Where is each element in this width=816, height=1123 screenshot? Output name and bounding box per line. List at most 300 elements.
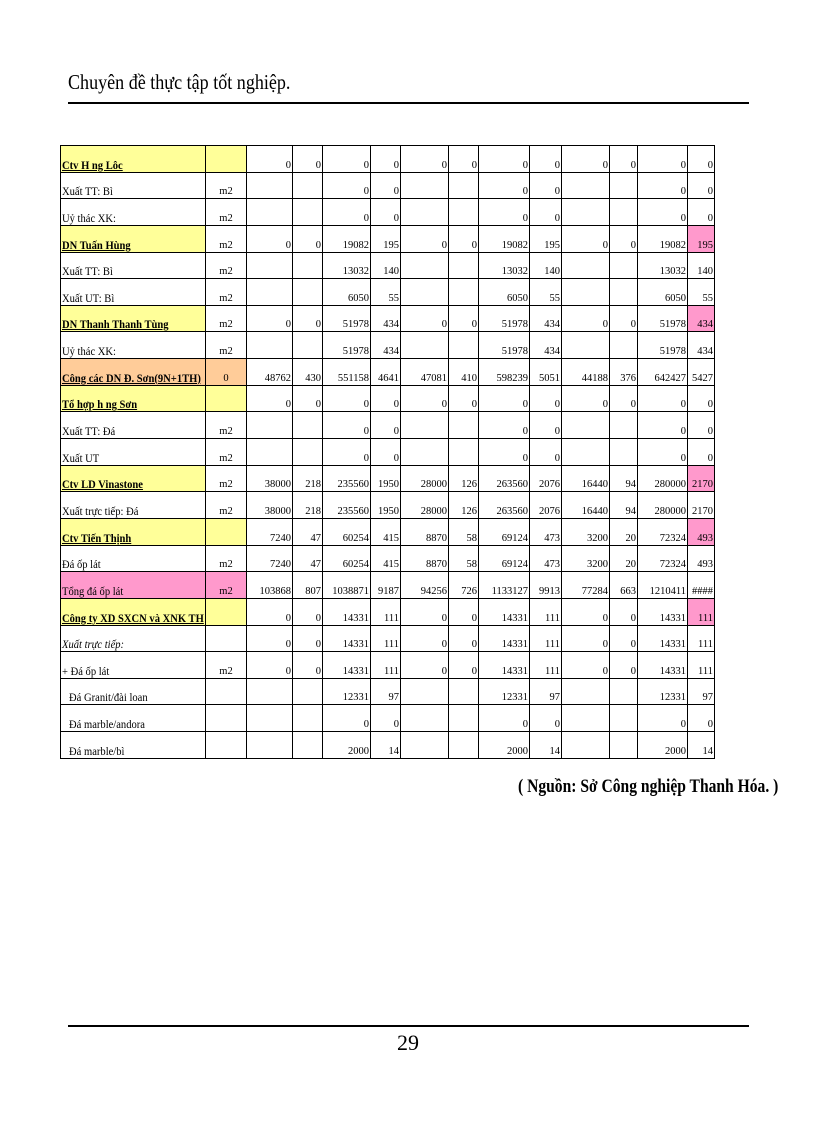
value-cell: 0 — [401, 625, 449, 652]
value-cell: 0 — [293, 598, 323, 625]
value-cell — [449, 172, 479, 199]
value-cell — [401, 732, 449, 759]
value-cell: 0 — [247, 598, 293, 625]
value-cell: 111 — [530, 598, 562, 625]
value-cell: 0 — [323, 412, 371, 439]
value-cell: 642427 — [638, 359, 688, 386]
value-cell: 0 — [530, 705, 562, 732]
value-cell: 12331 — [638, 678, 688, 705]
table-row — [61, 545, 715, 572]
unit-cell: m2 — [206, 252, 247, 279]
value-cell: 663 — [610, 572, 638, 599]
table-row — [61, 705, 715, 732]
value-cell: 235560 — [323, 492, 371, 519]
table-row — [61, 678, 715, 705]
value-cell: 434 — [688, 332, 715, 359]
value-cell: 376 — [610, 359, 638, 386]
value-cell: 55 — [371, 279, 401, 306]
row-label: Đá Granit/đài loan — [61, 678, 206, 705]
row-label: Ctv Tiến Thịnh — [61, 518, 206, 545]
value-cell: 111 — [688, 598, 715, 625]
value-cell: 0 — [449, 598, 479, 625]
value-cell — [247, 332, 293, 359]
value-cell: 0 — [247, 652, 293, 679]
unit-cell — [206, 518, 247, 545]
value-cell: 0 — [247, 305, 293, 332]
row-label: Uỷ thác XK: — [61, 199, 206, 226]
value-cell: 16440 — [562, 465, 610, 492]
value-cell — [610, 199, 638, 226]
value-cell — [610, 332, 638, 359]
value-cell: 20 — [610, 518, 638, 545]
unit-cell: m2 — [206, 305, 247, 332]
row-label: Ctv H ng Lôc — [61, 146, 206, 173]
value-cell: 218 — [293, 465, 323, 492]
value-cell: 94256 — [401, 572, 449, 599]
value-cell: 103868 — [247, 572, 293, 599]
value-cell: 434 — [371, 305, 401, 332]
value-cell: 0 — [449, 652, 479, 679]
value-cell: 6050 — [638, 279, 688, 306]
value-cell: 0 — [610, 598, 638, 625]
value-cell — [401, 199, 449, 226]
value-cell: 0 — [401, 652, 449, 679]
value-cell: 0 — [638, 412, 688, 439]
value-cell: 0 — [688, 705, 715, 732]
value-cell — [562, 332, 610, 359]
value-cell — [562, 279, 610, 306]
value-cell: 12331 — [479, 678, 530, 705]
value-cell: 195 — [688, 225, 715, 252]
value-cell: 58 — [449, 545, 479, 572]
value-cell: 111 — [688, 652, 715, 679]
value-cell: 3200 — [562, 545, 610, 572]
table-row — [61, 492, 715, 519]
value-cell: 0 — [479, 705, 530, 732]
value-cell: 13032 — [638, 252, 688, 279]
value-cell: 140 — [688, 252, 715, 279]
value-cell: 0 — [449, 146, 479, 173]
value-cell — [293, 172, 323, 199]
header-rule — [68, 102, 749, 104]
value-cell — [401, 439, 449, 466]
value-cell: 2076 — [530, 492, 562, 519]
value-cell: 7240 — [247, 545, 293, 572]
value-cell: 14331 — [479, 625, 530, 652]
value-cell: 2170 — [688, 492, 715, 519]
value-cell — [562, 252, 610, 279]
value-cell — [293, 199, 323, 226]
row-label: Đá marble/andora — [61, 705, 206, 732]
value-cell: 0 — [688, 412, 715, 439]
value-cell: 0 — [449, 305, 479, 332]
value-cell: 0 — [638, 385, 688, 412]
value-cell — [247, 439, 293, 466]
value-cell: 0 — [371, 172, 401, 199]
value-cell: 263560 — [479, 465, 530, 492]
table-row — [61, 465, 715, 492]
value-cell: 111 — [371, 598, 401, 625]
value-cell: 0 — [401, 598, 449, 625]
value-cell: 44188 — [562, 359, 610, 386]
value-cell: 1133127 — [479, 572, 530, 599]
table-row — [61, 625, 715, 652]
value-cell: 28000 — [401, 492, 449, 519]
value-cell: 0 — [530, 439, 562, 466]
value-cell: 0 — [610, 146, 638, 173]
table-row — [61, 572, 715, 599]
value-cell: 14331 — [323, 625, 371, 652]
value-cell: 0 — [562, 598, 610, 625]
value-cell: 0 — [610, 625, 638, 652]
value-cell: 2000 — [323, 732, 371, 759]
value-cell — [293, 412, 323, 439]
value-cell: 0 — [688, 146, 715, 173]
row-label: Đá marble/bì — [61, 732, 206, 759]
value-cell — [293, 332, 323, 359]
value-cell: 94 — [610, 465, 638, 492]
unit-cell: m2 — [206, 279, 247, 306]
row-label: Xuất trực tiếp: Đá — [61, 492, 206, 519]
value-cell: 263560 — [479, 492, 530, 519]
value-cell: 0 — [562, 385, 610, 412]
row-label: Tổ hợp h ng Sơn — [61, 385, 206, 412]
row-label: DN Thanh Thanh Tùng — [61, 305, 206, 332]
value-cell: 0 — [293, 652, 323, 679]
value-cell: 0 — [638, 146, 688, 173]
value-cell — [562, 172, 610, 199]
value-cell: 434 — [530, 332, 562, 359]
value-cell: 0 — [530, 146, 562, 173]
value-cell: 0 — [371, 705, 401, 732]
unit-cell: m2 — [206, 545, 247, 572]
value-cell: 0 — [479, 146, 530, 173]
value-cell: 0 — [323, 705, 371, 732]
value-cell: 0 — [293, 305, 323, 332]
value-cell: 195 — [371, 225, 401, 252]
value-cell: 2170 — [688, 465, 715, 492]
value-cell — [610, 172, 638, 199]
row-label: + Đá ốp lát — [61, 652, 206, 679]
unit-cell — [206, 705, 247, 732]
table-row — [61, 385, 715, 412]
value-cell: 19082 — [323, 225, 371, 252]
value-cell: 430 — [293, 359, 323, 386]
unit-cell — [206, 732, 247, 759]
value-cell: 1210411 — [638, 572, 688, 599]
value-cell — [562, 199, 610, 226]
value-cell — [449, 279, 479, 306]
value-cell: 111 — [371, 625, 401, 652]
value-cell: 473 — [530, 545, 562, 572]
table-row — [61, 652, 715, 679]
value-cell: 0 — [371, 146, 401, 173]
value-cell: 0 — [562, 625, 610, 652]
row-label: Xuất TT: Bì — [61, 252, 206, 279]
export-table — [60, 145, 715, 759]
value-cell: 20 — [610, 545, 638, 572]
value-cell: 60254 — [323, 518, 371, 545]
value-cell — [562, 439, 610, 466]
value-cell: 1950 — [371, 492, 401, 519]
row-label: DN Tuấn Hùng — [61, 225, 206, 252]
value-cell: 0 — [479, 172, 530, 199]
table-row — [61, 332, 715, 359]
value-cell: 0 — [323, 199, 371, 226]
value-cell: 0 — [688, 172, 715, 199]
value-cell: 0 — [371, 199, 401, 226]
value-cell: 0 — [247, 225, 293, 252]
value-cell — [247, 412, 293, 439]
value-cell: 14 — [530, 732, 562, 759]
value-cell: 97 — [530, 678, 562, 705]
value-cell: 77284 — [562, 572, 610, 599]
value-cell — [562, 678, 610, 705]
value-cell: 0 — [293, 225, 323, 252]
value-cell — [293, 678, 323, 705]
value-cell: 13032 — [479, 252, 530, 279]
value-cell — [293, 279, 323, 306]
value-cell: 14 — [688, 732, 715, 759]
value-cell: 111 — [688, 625, 715, 652]
value-cell — [449, 332, 479, 359]
value-cell: 2000 — [638, 732, 688, 759]
unit-cell — [206, 385, 247, 412]
value-cell — [610, 439, 638, 466]
value-cell: 218 — [293, 492, 323, 519]
value-cell: 0 — [401, 225, 449, 252]
value-cell — [401, 678, 449, 705]
value-cell: 47 — [293, 545, 323, 572]
row-label: Công các DN Đ. Sơn(9N+1TH) — [61, 359, 206, 386]
value-cell: 0 — [688, 385, 715, 412]
value-cell: 14 — [371, 732, 401, 759]
row-label: Xuất TT: Bì — [61, 172, 206, 199]
value-cell: 48762 — [247, 359, 293, 386]
row-label: Xuất UT: Bì — [61, 279, 206, 306]
table-row — [61, 518, 715, 545]
value-cell: 598239 — [479, 359, 530, 386]
value-cell: 47 — [293, 518, 323, 545]
unit-cell: m2 — [206, 225, 247, 252]
value-cell — [449, 199, 479, 226]
table-row — [61, 598, 715, 625]
value-cell: 0 — [638, 439, 688, 466]
value-cell: 51978 — [638, 332, 688, 359]
value-cell — [562, 705, 610, 732]
unit-cell — [206, 598, 247, 625]
value-cell: 38000 — [247, 492, 293, 519]
value-cell: 4641 — [371, 359, 401, 386]
unit-cell: m2 — [206, 172, 247, 199]
value-cell: 55 — [530, 279, 562, 306]
value-cell: 0 — [323, 172, 371, 199]
value-cell: 19082 — [479, 225, 530, 252]
value-cell — [449, 412, 479, 439]
value-cell: 28000 — [401, 465, 449, 492]
value-cell: 0 — [247, 385, 293, 412]
value-cell: 51978 — [323, 332, 371, 359]
value-cell: 6050 — [323, 279, 371, 306]
value-cell: 0 — [247, 146, 293, 173]
value-cell: #### — [688, 572, 715, 599]
row-label: Ctv LD Vinastone — [61, 465, 206, 492]
table-row — [61, 412, 715, 439]
value-cell: 0 — [449, 385, 479, 412]
value-cell: 0 — [610, 385, 638, 412]
value-cell: 51978 — [638, 305, 688, 332]
value-cell — [449, 705, 479, 732]
value-cell — [247, 732, 293, 759]
value-cell: 807 — [293, 572, 323, 599]
table-row — [61, 172, 715, 199]
value-cell: 19082 — [638, 225, 688, 252]
value-cell: 3200 — [562, 518, 610, 545]
unit-cell: m2 — [206, 492, 247, 519]
value-cell: 726 — [449, 572, 479, 599]
value-cell: 16440 — [562, 492, 610, 519]
value-cell: 5051 — [530, 359, 562, 386]
value-cell: 51978 — [479, 332, 530, 359]
value-cell: 0 — [401, 385, 449, 412]
value-cell: 0 — [293, 146, 323, 173]
value-cell: 410 — [449, 359, 479, 386]
value-cell — [401, 412, 449, 439]
value-cell: 0 — [638, 199, 688, 226]
value-cell — [401, 705, 449, 732]
unit-cell: m2 — [206, 465, 247, 492]
value-cell: 9913 — [530, 572, 562, 599]
value-cell: 0 — [562, 652, 610, 679]
value-cell: 473 — [530, 518, 562, 545]
value-cell: 14331 — [638, 598, 688, 625]
value-cell: 6050 — [479, 279, 530, 306]
value-cell — [562, 732, 610, 759]
value-cell: 0 — [638, 172, 688, 199]
value-cell: 415 — [371, 518, 401, 545]
value-cell: 0 — [323, 385, 371, 412]
value-cell: 126 — [449, 465, 479, 492]
table-row — [61, 225, 715, 252]
value-cell: 69124 — [479, 518, 530, 545]
value-cell: 0 — [293, 385, 323, 412]
value-cell: 14331 — [638, 625, 688, 652]
value-cell: 0 — [449, 625, 479, 652]
value-cell: 60254 — [323, 545, 371, 572]
value-cell — [401, 252, 449, 279]
value-cell: 14331 — [323, 598, 371, 625]
value-cell: 58 — [449, 518, 479, 545]
value-cell — [610, 279, 638, 306]
value-cell: 0 — [688, 199, 715, 226]
value-cell: 0 — [247, 625, 293, 652]
value-cell: 111 — [530, 625, 562, 652]
value-cell — [293, 252, 323, 279]
unit-cell: 0 — [206, 359, 247, 386]
value-cell — [293, 732, 323, 759]
value-cell: 0 — [530, 385, 562, 412]
value-cell: 493 — [688, 518, 715, 545]
value-cell — [401, 279, 449, 306]
value-cell: 69124 — [479, 545, 530, 572]
value-cell: 195 — [530, 225, 562, 252]
value-cell: 51978 — [323, 305, 371, 332]
value-cell: 0 — [610, 652, 638, 679]
unit-cell: m2 — [206, 652, 247, 679]
value-cell — [293, 705, 323, 732]
value-cell: 1038871 — [323, 572, 371, 599]
table-row — [61, 146, 715, 173]
value-cell: 72324 — [638, 545, 688, 572]
value-cell — [610, 732, 638, 759]
row-label: Tổng đá ốp lát — [61, 572, 206, 599]
value-cell: 7240 — [247, 518, 293, 545]
value-cell: 2076 — [530, 465, 562, 492]
value-cell: 13032 — [323, 252, 371, 279]
row-label: Xuất UT — [61, 439, 206, 466]
value-cell: 280000 — [638, 492, 688, 519]
unit-cell: m2 — [206, 199, 247, 226]
value-cell — [449, 252, 479, 279]
value-cell — [610, 705, 638, 732]
value-cell: 0 — [293, 625, 323, 652]
value-cell: 0 — [371, 439, 401, 466]
value-cell: 51978 — [479, 305, 530, 332]
value-cell: 0 — [562, 305, 610, 332]
value-cell: 0 — [479, 385, 530, 412]
value-cell: 415 — [371, 545, 401, 572]
value-cell: 0 — [323, 439, 371, 466]
value-cell: 14331 — [479, 598, 530, 625]
value-cell: 434 — [371, 332, 401, 359]
unit-cell — [206, 678, 247, 705]
row-label: Xuất trực tiếp: — [61, 625, 206, 652]
value-cell: 140 — [371, 252, 401, 279]
row-label: Công ty XD SXCN và XNK TH — [61, 598, 206, 625]
value-cell — [247, 705, 293, 732]
value-cell — [610, 412, 638, 439]
value-cell: 97 — [371, 678, 401, 705]
value-cell — [610, 252, 638, 279]
value-cell: 1950 — [371, 465, 401, 492]
value-cell: 551158 — [323, 359, 371, 386]
table-row — [61, 732, 715, 759]
unit-cell — [206, 625, 247, 652]
value-cell: 0 — [479, 412, 530, 439]
value-cell: 111 — [530, 652, 562, 679]
table-row — [61, 439, 715, 466]
source-note: ( Nguồn: Sở Công nghiệp Thanh Hóa. ) — [518, 776, 779, 797]
value-cell: 8870 — [401, 518, 449, 545]
row-label: Đá ốp lát — [61, 545, 206, 572]
value-cell: 0 — [688, 439, 715, 466]
value-cell — [610, 678, 638, 705]
value-cell — [247, 252, 293, 279]
value-cell: 0 — [371, 412, 401, 439]
page-number: 29 — [397, 1030, 419, 1055]
row-label: Uỷ thác XK: — [61, 332, 206, 359]
value-cell: 111 — [371, 652, 401, 679]
value-cell: 12331 — [323, 678, 371, 705]
value-cell: 0 — [449, 225, 479, 252]
value-cell: 0 — [401, 305, 449, 332]
value-cell: 9187 — [371, 572, 401, 599]
value-cell: 2000 — [479, 732, 530, 759]
value-cell: 14331 — [638, 652, 688, 679]
value-cell: 38000 — [247, 465, 293, 492]
value-cell: 8870 — [401, 545, 449, 572]
value-cell: 14331 — [323, 652, 371, 679]
